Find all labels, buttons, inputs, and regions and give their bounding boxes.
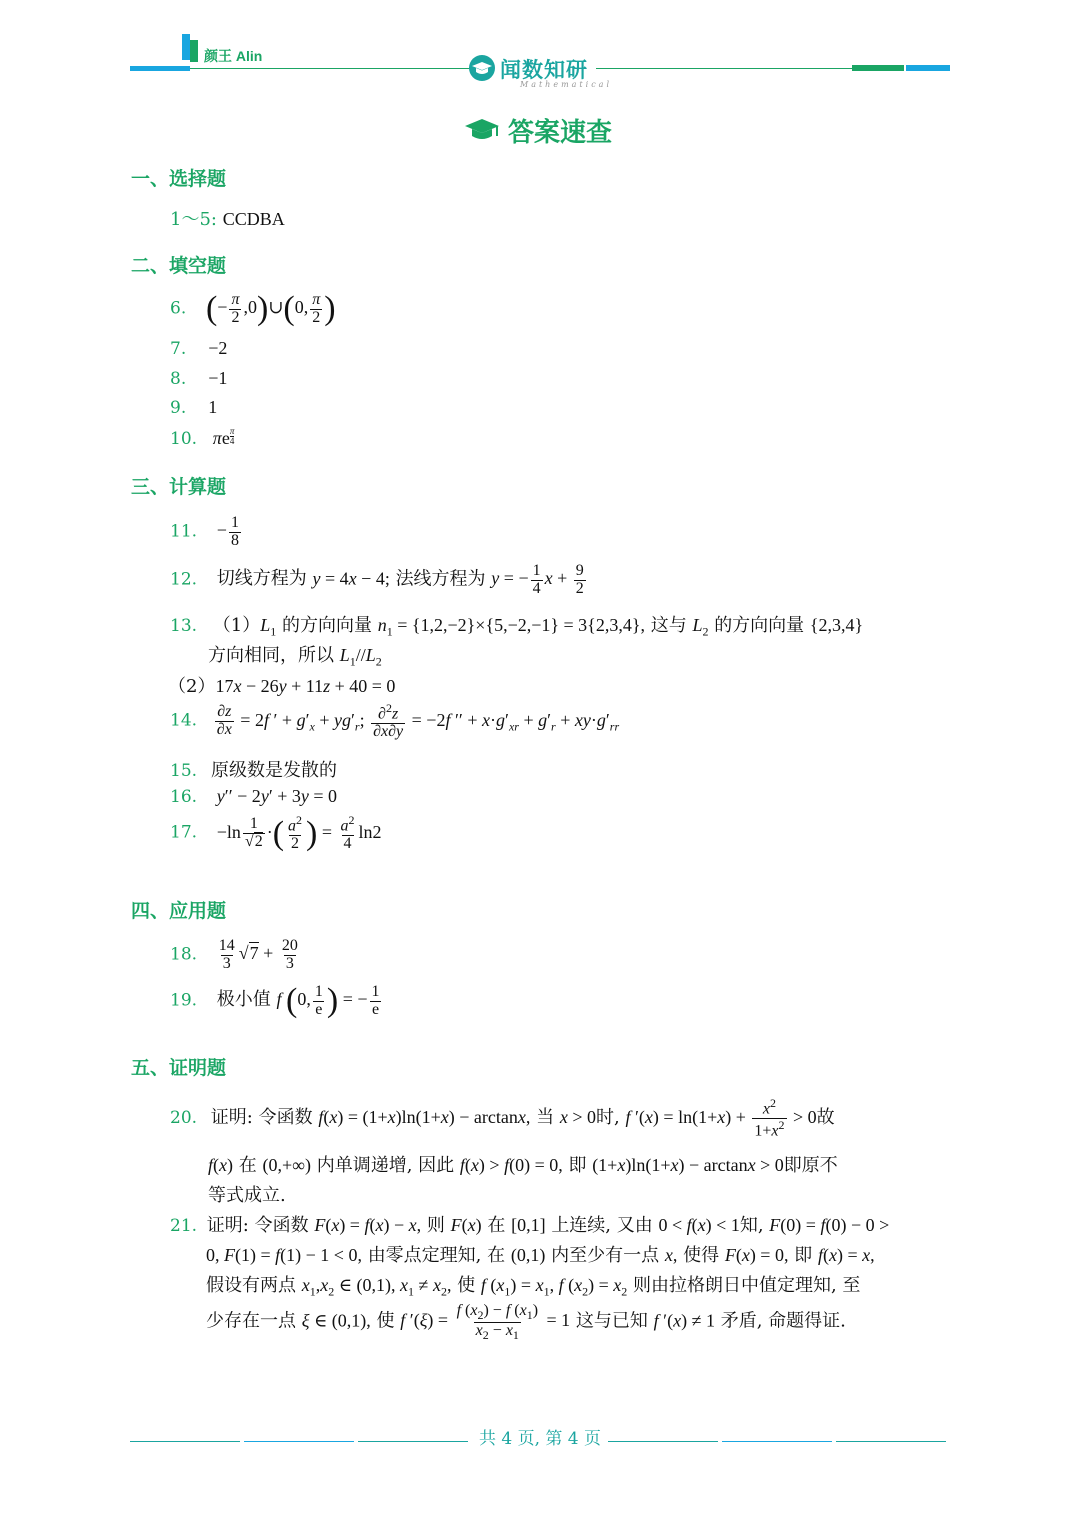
answer-7: 7. −2 xyxy=(170,338,228,359)
answer-14: 14. $\frac{\partial z}{\partial x}$ = 2f ′ + $g'_x + yg'_r$; $\frac{\partial^2z}{\partial x\partial y}$ = −2f ′′ + $x\cdot g'_{xr} + g'_r + xy\cdot g'_{rr}$ xyxy=(170,701,620,741)
graduation-cap-logo-icon xyxy=(468,54,496,82)
answer-9: 9. 1 xyxy=(170,397,218,418)
footer-ornament-right-3 xyxy=(836,1441,946,1442)
answer-21-line4: 少存在一点 ξ ∈ (0,1), 使 f ′(ξ) = $\frac{f (x_2) - f (x_1)}{x_2 - x_1}$ = 1 这与已知 f ′(x) ≠ 1 矛盾, 命题得证. xyxy=(206,1302,846,1342)
footer-ornament-left-3 xyxy=(358,1441,468,1442)
page-title: 答案速查 xyxy=(508,118,613,148)
brand-center: 闻数知研 xyxy=(500,58,588,82)
footer-ornament-right-1 xyxy=(608,1441,718,1442)
answer-12: 12. 切线方程为 y = 4x − 4; 法线方程为 y = − $\frac{1}{4}$ x + $\frac{9}{2}$ xyxy=(170,562,584,597)
answer-8: 8. −1 xyxy=(170,368,228,389)
page-indicator: 共 4 页, 第 4 页 xyxy=(478,1429,602,1449)
answer-21: 21. 证明: 令函数 F(x) = f(x) − x, 则 F(x) 在 [0,1] 上连续, 又由 0 < f(x) < 1知, F(0) = f(0) − 0 > xyxy=(170,1215,890,1236)
footer-ornament-left-2 xyxy=(244,1441,354,1442)
choice-answers xyxy=(170,205,285,231)
answer-21-line2: 0, F(1) = f(1) − 1 < 0, 由零点定理知, 在 (0,1) 内至少有一点 x, 使得 F(x) = 0, 即 f(x) = x, xyxy=(206,1245,875,1266)
graduation-cap-icon xyxy=(464,117,500,143)
brand-center-sub: Mathematical xyxy=(520,80,612,89)
section-title-calc: 三、计算题 xyxy=(131,476,227,498)
brand-left: 颜王 Alin xyxy=(204,48,263,64)
section-title-fill: 二、填空题 xyxy=(131,255,227,277)
answer-11: 11. − $\frac{1}{8}$ xyxy=(170,514,239,549)
answer-20-end: 等式成立. xyxy=(208,1185,286,1206)
header-line-left-blue xyxy=(130,66,190,71)
footer-ornament-right-2 xyxy=(722,1441,832,1442)
header xyxy=(0,0,1080,100)
footer-ornament-left-1 xyxy=(130,1441,240,1442)
answer-13-part2: （2）17x − 26y + 11z + 40 = 0 xyxy=(168,676,396,697)
header-line-right-green xyxy=(852,65,904,71)
answer-6: 6. (− $\frac{\pi}{2}$ ,0)∪(0, $\frac{\pi}{2}$ ) xyxy=(170,290,336,328)
header-line-right xyxy=(596,68,852,69)
answer-17: 17. −ln $\frac{1}{√2}$ ·( $\frac{a^2}{2}$ ) = $\frac{a^2}{4}$ ln2 xyxy=(170,813,382,853)
section-title-proof: 五、证明题 xyxy=(131,1057,227,1079)
answer-20-cont: f(x) 在 (0,+∞) 内单调递增, 因此 f(x) > f(0) = 0, 即 (1+x)ln(1+x) − arctanx > 0即原不 xyxy=(208,1155,838,1176)
answer-10: 10. πe $\frac{\pi}{4}$ xyxy=(170,426,235,449)
book-logo-icon xyxy=(180,34,204,64)
answer-13: 13. $(1)L_1$ 的方向向量 $n_1 = \{1,2,-2\}\times\{5,-2,-1\} = 3\{2,3,4\}$, 这与 $L_2$ 的方向向量 {2,3,4} xyxy=(170,615,864,639)
answer-16: 16. y′′ − 2y′ + 3y = 0 xyxy=(170,786,338,807)
header-line-right-blue xyxy=(906,65,950,71)
header-line-left xyxy=(190,68,470,69)
choice-range: 1～5: xyxy=(170,209,217,230)
answer-13-cont: 方向相同，所以 $L_1//L_2$ xyxy=(208,645,382,669)
footer xyxy=(130,1422,950,1452)
answer-20: 20. 证明: 令函数 f(x) = (1+x)ln(1+x) − arctanx, 当 x > 0时, f ′(x) = ln(1+x) + $\frac{x^2}{1+x^2}$ > 0故 xyxy=(170,1096,835,1140)
section-title-application: 四、应用题 xyxy=(131,900,227,922)
answer-15: 15. 原级数是发散的 xyxy=(170,760,338,781)
answer-19: 19. 极小值 f (0, $\frac{1}{e}$ ) = − $\frac{1}{e}$ xyxy=(170,982,380,1020)
answer-18: 18. $\frac{14}{3}$ √7 + $\frac{20}{3}$ xyxy=(170,937,298,972)
choice-values: CCDBA xyxy=(222,209,285,229)
section-title-choice: 一、选择题 xyxy=(131,168,227,190)
answer-21-line3: 假设有两点 $x_1,x_2$ ∈ (0,1), $x_1 \ne x_2$, 使 f $(x_1) = x_1$, f $(x_2) = x_2$ 则由拉格朗日中值定理知, 至 xyxy=(206,1275,861,1299)
